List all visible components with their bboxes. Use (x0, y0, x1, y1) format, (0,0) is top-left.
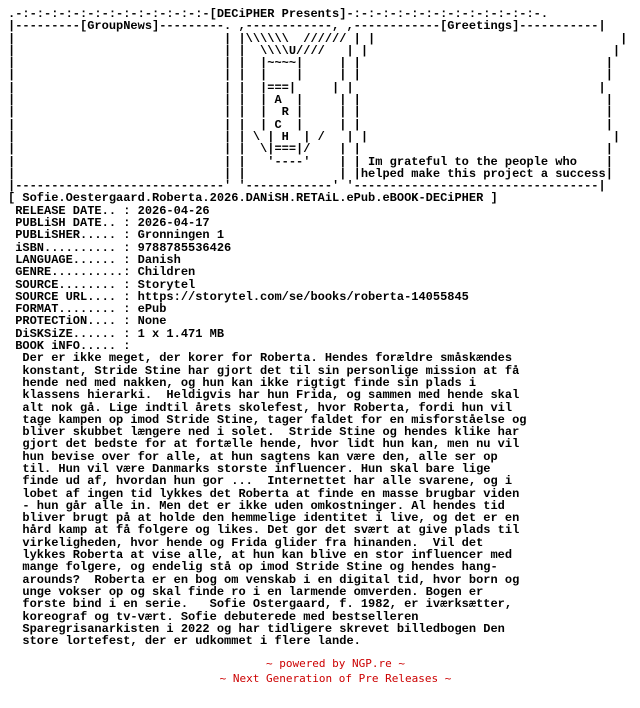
book-info-line: forste bind i en serie. Sofie Ostergaard, f. 1982, er iværksætter, (8, 597, 513, 612)
book-info-line: klassens hierarki. Heldigvis har hun Frida, og sammen med hende skal (8, 388, 520, 403)
box-line: | | | | |helped make this project a success| (8, 166, 613, 181)
box-line: | | |\\\\\\ ////// | | | (8, 31, 628, 46)
box-line: | | | '----' | | Im grateful to the people who | (8, 154, 613, 169)
book-info-line: konstant, Stride Stine har gjort det til sin personlige mission at få (8, 363, 520, 378)
book-info-line: mange folgere, og endelig stå op imod Stride Stine og hendes hang- (8, 560, 498, 575)
book-info-line: alt nok gå. Lige indtil årets skolefest, hvor Roberta, fordi hun vil (8, 400, 513, 415)
field-source: SOURCE........ : Storytel (8, 277, 196, 292)
box-line: | | | \ | H | / | | | (8, 129, 621, 144)
field-release-date: RELEASE DATE.. : 2026-04-26 (8, 203, 210, 218)
book-info-line: hård kamp at få folgere og likes. Det gor det svært at give plads til (8, 523, 520, 538)
box-line: | | | |===| | | | (8, 80, 606, 95)
box-line: |-----------------------------' '------------' '----------------------------------| (8, 179, 606, 194)
book-info-line: - hun går alle in. Men det er ikke uden omkostninger. Al hendes tid (8, 498, 505, 513)
book-info-line: til. Hun vil være Danmarks storste influencer. Hun skal bare lige (8, 461, 491, 476)
field-protection: PROTECTiON.... : None (8, 314, 167, 329)
book-info-line: virkeligheden, hvor hende og Frida glider fra hinanden. Vil det (8, 535, 484, 550)
field-publish-date: PUBLiSH DATE.. : 2026-04-17 (8, 216, 210, 231)
book-info-line: finde ud af, hvordan hun gor ... Internettet har alle svarene, og i (8, 474, 513, 489)
book-info-line: hun bevise over for alle, at hun sagtens kan være den, alle ser op (8, 449, 498, 464)
field-language: LANGUAGE...... : Danish (8, 252, 181, 267)
box-line: | | | | C | | | | (8, 117, 613, 132)
book-info-line: koreograf og tv-vært. Sofie debuterede med bestselleren (8, 609, 419, 624)
box-line: | | | | A | | | | (8, 93, 613, 108)
field-format: FORMAT........ : ePub (8, 302, 167, 317)
field-source-url: SOURCE URL.... : https://storytel.com/se/books/roberta-14055845 (8, 289, 469, 304)
book-info-line: hende ned med nakken, og hun kan ikke rigtigt finde sin plads i (8, 375, 477, 390)
box-line: | | | | | | | | (8, 68, 613, 83)
box-line: | | | |~~~~| | | | (8, 56, 613, 71)
box-line: | | | \|===|/ | | | (8, 142, 613, 157)
field-book-info: BOOK iNFO..... : (8, 339, 131, 354)
field-disksize: DiSKSiZE...... : 1 x 1.471 MB (8, 326, 225, 341)
powered-by-text: ~ powered by NGP.re ~ (265, 657, 406, 670)
banner-line: .-:-:-:-:-:-:-:-:-:-:-:-:-:-[DECiPHER Presents]-:-:-:-:-:-:-:-:-:-:-:-:-:-. (8, 7, 549, 21)
field-isbn: iSBN.......... : 9788785536426 (8, 240, 232, 255)
box-line: | | | | R | | | | (8, 105, 613, 120)
book-info-line: Der er ikke meget, der korer for Roberta. Hendes forældre småskændes (8, 351, 513, 366)
book-info-line: Sparegrisanarkisten i 2022 og har tidligere skrevet billedbogen Den (8, 621, 505, 636)
box-line: | | | \\\\U//// | | | (8, 43, 621, 58)
book-info-line: lobet af ingen tid lykkes det Roberta at finde en masse brugbar viden (8, 486, 520, 501)
book-info-line: tage kampen op imod Stride Stine, tager faldet for en misforståelse og (8, 412, 527, 427)
release-title: [ Sofie.Oestergaard.Roberta.2026.DANiSH.RETAiL.ePub.eBOOK-DECiPHER ] (8, 191, 498, 206)
box-line: |---------[GroupNews]---------. ,------------, ,------------[Greetings]-----------| (8, 19, 606, 34)
book-info-line: lykkes Roberta at vise alle, at hun kan blive en stor influencer med (8, 548, 513, 563)
book-info-line: bliver brugt på at holde den hemmelige identitet i live, og det er en (8, 511, 520, 526)
book-info-line: unge vokser op og skal finde ro i en larmende omverden. Bogen er (8, 584, 484, 599)
tagline-text: ~ Next Generation of Pre Releases ~ (219, 672, 452, 685)
book-info-line: bliver skubbet længere ned i solet. Stride Stine og hendes klike har (8, 425, 520, 440)
field-publisher: PUBLiSHER..... : Gronningen 1 (8, 228, 225, 243)
nfo-text (8, 8, 627, 647)
book-info-line: arounds? Roberta er en bog om venskab i en digital tid, hvor born og (8, 572, 520, 587)
book-info-line: store lortefest, der er udkommet i flere lande. (8, 634, 361, 649)
book-info-line: gjort det bedste for at fortælle hende, hvor lidt hun kan, men nu vil (8, 437, 520, 452)
footer (0, 656, 640, 686)
field-genre: GENRE..........: Children (8, 265, 196, 280)
